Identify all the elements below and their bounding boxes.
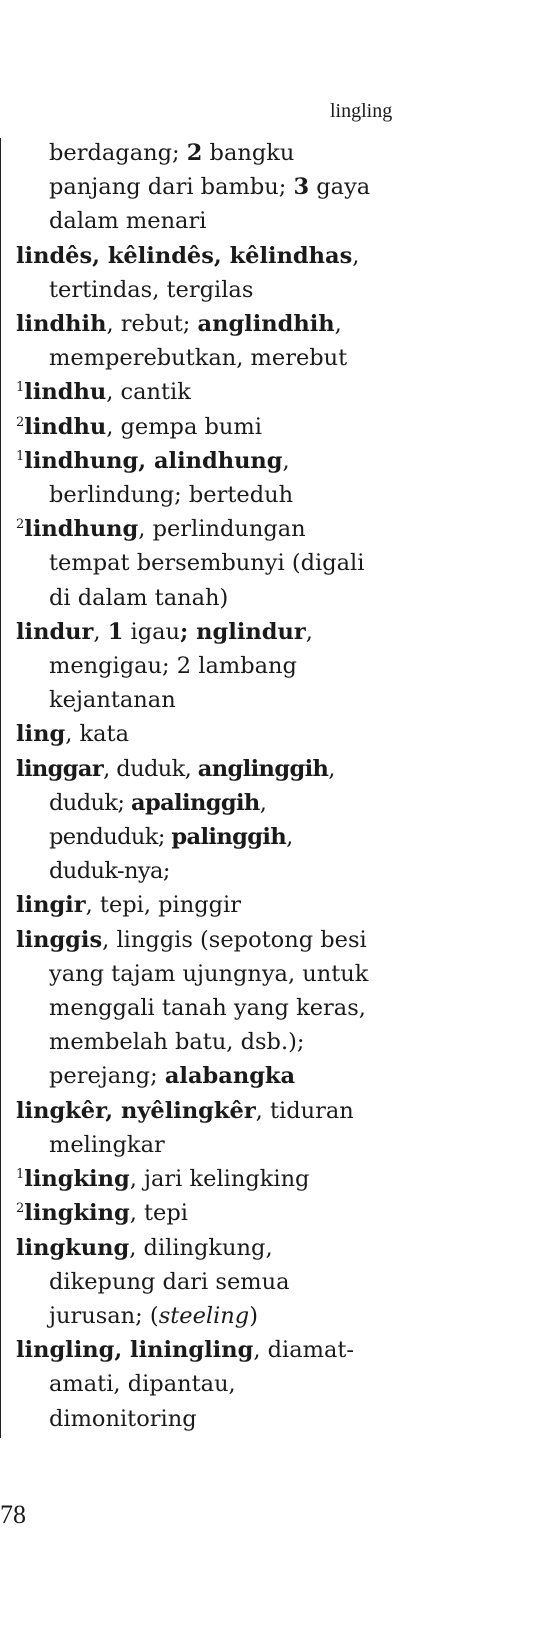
entry-headword: lindhu: [24, 413, 107, 440]
entry-headword: linggar: [16, 755, 104, 782]
dictionary-entry: lingkêr, nyêlingkêr, tiduran melingkar: [16, 1097, 354, 1158]
dictionary-entry: $^2$lindhu, gempa bumi: [16, 413, 262, 440]
dictionary-entry: $^1$lindhung, alindhung, berlindung; berteduh: [16, 447, 294, 509]
dictionary-entry: $^2$lingking, tepi: [16, 1200, 188, 1227]
entry-headword: linggis: [16, 926, 103, 953]
column-rule: [0, 138, 1, 1438]
entry-headword: lingkêr, nyêlingkêr: [16, 1097, 256, 1124]
running-head: lingling: [330, 100, 393, 122]
entry-headword: lindhih: [16, 311, 107, 338]
dictionary-entry: lindur, 1 igau; nglindur, mengigau; 2 lambang kejantanan: [16, 618, 313, 714]
entry-headword: lindhung, alindhung: [24, 447, 283, 474]
dictionary-entry: berdagang; 2 bangku panjang dari bambu; 3 gaya dalam menari: [49, 140, 371, 235]
entry-headword: lindur: [16, 618, 94, 645]
dictionary-entry: lingling, liningling, diamat-amati, dipantau, dimonitoring: [16, 1337, 355, 1432]
dictionary-entry: $^1$lingking, jari kelingking: [16, 1166, 310, 1193]
dictionary-entry: ling, kata: [16, 721, 129, 748]
dictionary-entry: lingkung, dilingkung, dikepung dari semua jurusan; (steeling): [16, 1234, 290, 1329]
dictionary-entry: lingir, tepi, pinggir: [16, 892, 242, 919]
dictionary-entry: lindhih, rebut; anglindhih, memperebutkan, merebut: [16, 311, 348, 372]
entry-headword: lingkung: [16, 1234, 130, 1261]
entry-headword: lingking: [24, 1166, 130, 1193]
entry-headword: ling: [16, 721, 66, 748]
dictionary-entry: linggis, linggis (sepotong besi yang tajam ujungnya, untuk menggali tanah yang keras, membelah batu, dsb.); perejang; alabangka: [16, 926, 369, 1090]
page-number: 78: [0, 1500, 26, 1529]
dictionary-entries: [16, 136, 371, 1436]
entry-headword: lindhung: [24, 516, 139, 543]
entry-headword: lindhu: [24, 379, 107, 406]
entry-headword: lingling, liningling: [16, 1337, 254, 1364]
dictionary-entry: $^1$lindhu, cantik: [16, 379, 191, 406]
entry-headword: lingir: [16, 892, 86, 919]
dictionary-entry: lindês, kêlindês, kêlindhas, tertindas, tergilas: [16, 242, 360, 303]
entry-headword: lingking: [24, 1200, 130, 1227]
dictionary-entry: $^2$lindhung, perlindungan tempat bersembunyi (digali di dalam tanah): [16, 516, 365, 611]
entry-headword: lindês, kêlindês, kêlindhas: [16, 242, 353, 269]
dictionary-entry: linggar, duduk, anglinggih, duduk; apalinggih, penduduk; palinggih, duduk-nya;: [16, 755, 335, 885]
